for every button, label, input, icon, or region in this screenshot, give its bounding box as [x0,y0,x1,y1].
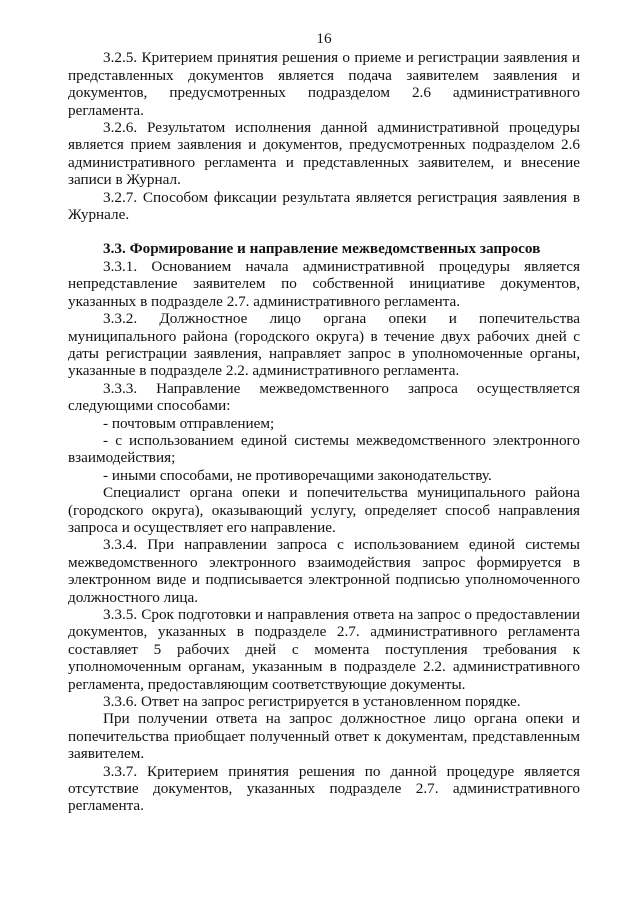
paragraph-3-3-4: 3.3.4. При направлении запроса с использованием единой системы межведомственного электронного взаимодействия запрос формируется в электронном виде и подписывается электронной подписью уполномоченного должностного лица. [68,536,580,606]
section-gap [68,223,580,240]
paragraph-3-3-5: 3.3.5. Срок подготовки и направления ответа на запрос о предоставлении документов, указанных в подразделе 2.7. административного регламента составляет 5 рабочих дней с момента поступления требования к уполномоченным органам, указанным в подразделе 2.2. административного регламента, предоставляющим соответствующие документы. [68,606,580,693]
list-item-electronic-system: - с использованием единой системы межведомственного электронного взаимодействия; [68,431,580,467]
list-item-other-methods: - иными способами, не противоречащими законодательству. [103,466,492,484]
paragraph-response: При получении ответа на запрос должностное лицо органа опеки и попечительства приобщает полученный ответ к документам, представленным заявителем. [68,710,580,763]
paragraph-3-2-6: 3.2.6. Результатом исполнения данной административной процедуры является прием заявления и документов, предусмотренных подразделом 2.6 административного регламента и представленных заявителем, и внесение записи в Журнал. [68,119,580,189]
document-page [68,30,580,815]
section-heading: 3.3. Формирование и направление межведомственных запросов [103,240,541,258]
paragraph-specialist: Специалист органа опеки и попечительства муниципального района (городского округа), оказывающий услугу, определяет способ направления запроса и осуществляет его направление. [68,484,580,536]
paragraph-3-3-1: 3.3.1. Основанием начала административной процедуры является непредставление заявителем по собственной инициативе документов, указанных в подразделе 2.7. административного регламента. [68,257,580,310]
paragraph-3-3-6: 3.3.6. Ответ на запрос регистрируется в установленном порядке. [103,693,521,711]
paragraph-3-2-7: 3.2.7. Способом фиксации результата является регистрация заявления в Журнале. [68,188,580,224]
paragraph-3-3-2: 3.3.2. Должностное лицо органа опеки и попечительства муниципального района (городского округа) в течение двух рабочих дней с даты регистрации заявления, направляет запрос в уполномоченные органы, указанные в подразделе 2.2. административного регламента. [68,310,580,380]
paragraph-3-3-3: 3.3.3. Направление межведомственного запроса осуществляется следующими способами: [68,379,580,415]
paragraph-3-2-5: 3.2.5. Критерием принятия решения о приеме и регистрации заявления и представленных документов является подача заявителем заявления и документов, предусмотренных подразделом 2.6 административного регламента. [68,49,580,119]
paragraph-3-3-7: 3.3.7. Критерием принятия решения по данной процедуре является отсутствие документов, указанных подразделе 2.7. административного регламента. [68,762,580,815]
page-number: 16 [316,30,332,47]
list-item-postal: - почтовым отправлением; [103,414,275,432]
